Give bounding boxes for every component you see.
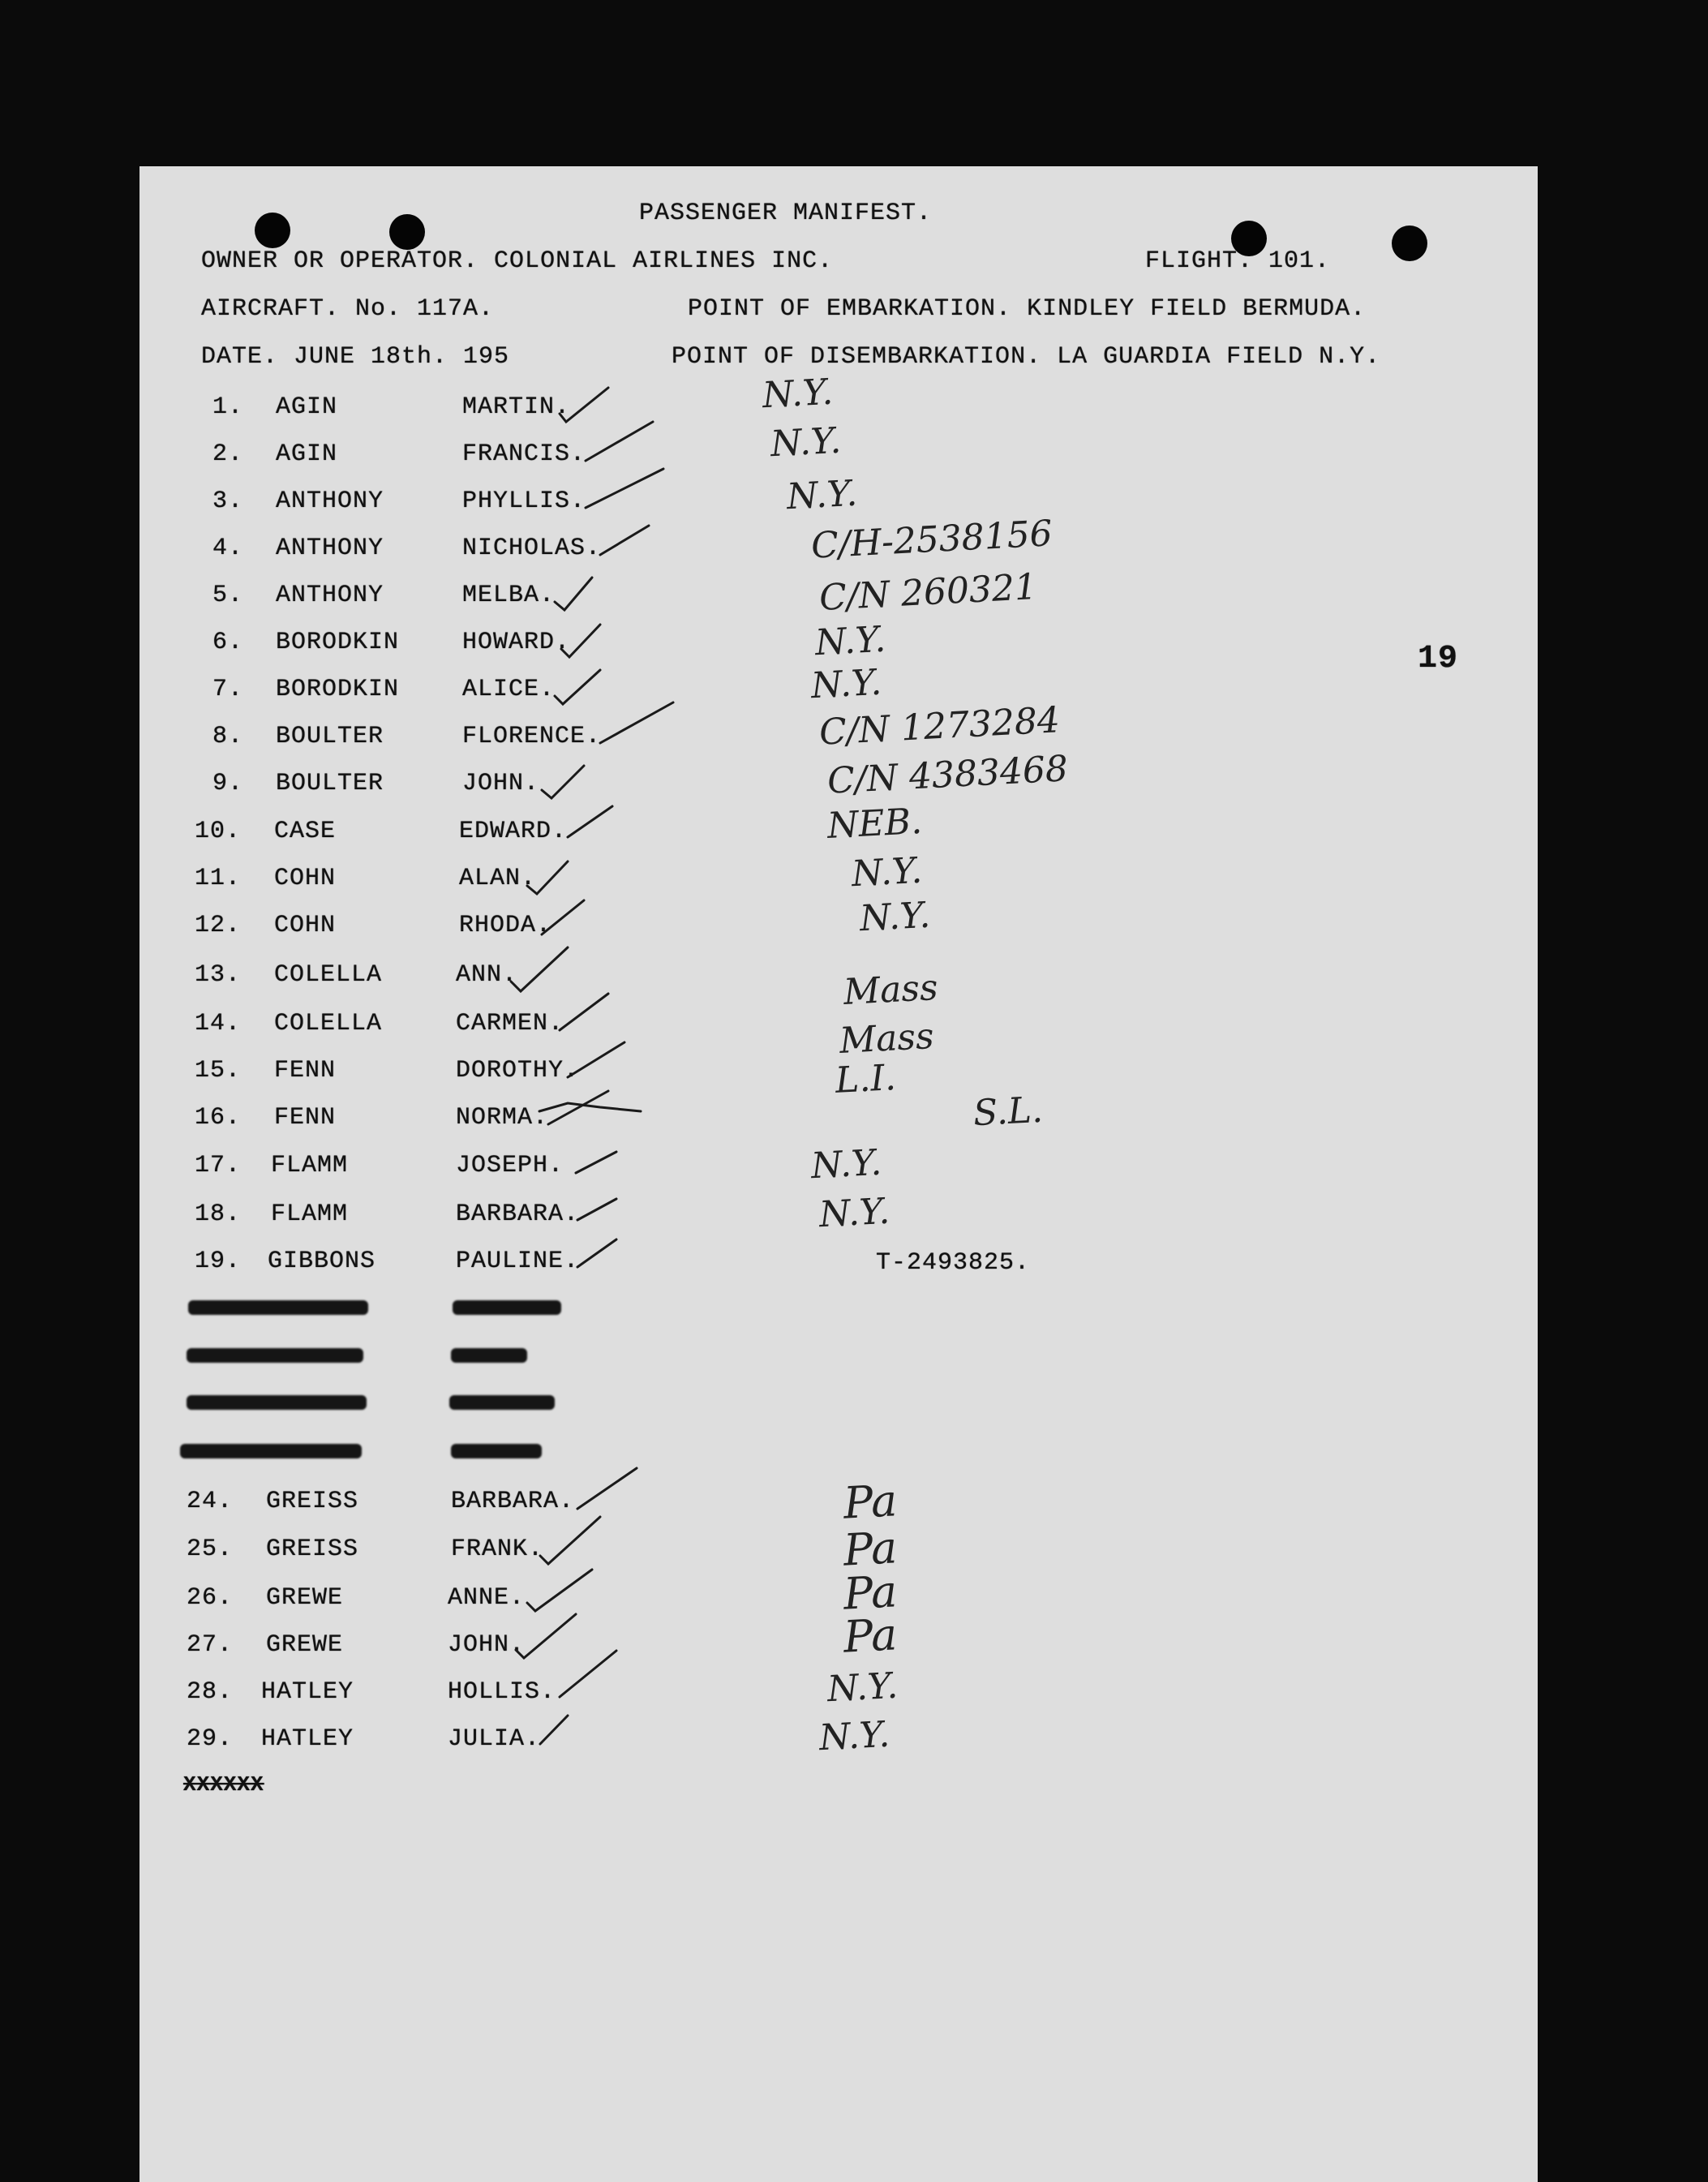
point-of-embarkation: POINT OF EMBARKATION. KINDLEY FIELD BERMUDA.: [688, 295, 1367, 323]
handwritten-note: L.I.: [834, 1057, 897, 1102]
handwritten-note: N.Y.: [858, 894, 932, 940]
struck-out-mark: XXXXXX: [183, 1772, 264, 1797]
handwritten-note: N.Y.: [769, 419, 843, 466]
given-name: EDWARD.: [459, 818, 568, 845]
handwritten-note: Mass: [842, 966, 939, 1014]
surname: BORODKIN: [276, 629, 400, 656]
given-name: JOHN.: [448, 1631, 526, 1659]
surname: BOULTER: [276, 770, 384, 797]
row-number: 28.: [187, 1678, 234, 1706]
surname: FLAMM: [271, 1201, 349, 1228]
owner-operator: OWNER OR OPERATOR. COLONIAL AIRLINES INC.: [201, 247, 834, 275]
row-number: 7.: [212, 676, 244, 703]
handwritten-note: N.Y.: [761, 371, 835, 417]
row-number: 10.: [195, 818, 242, 845]
given-name: NORMA.: [456, 1104, 549, 1132]
handwritten-note: Pa: [842, 1475, 899, 1529]
surname: COHN: [274, 865, 337, 892]
given-name: DOROTHY.: [456, 1057, 580, 1085]
handwritten-note: NEB.: [826, 800, 924, 848]
given-name: ALICE.: [462, 676, 556, 703]
surname: BORODKIN: [276, 676, 400, 703]
given-name: JOSEPH.: [456, 1152, 564, 1179]
row-number: 1.: [212, 393, 244, 421]
row-number: 14.: [195, 1010, 242, 1037]
row-number: 19.: [195, 1248, 242, 1275]
given-name: FRANK.: [451, 1536, 544, 1563]
row-number: 18.: [195, 1201, 242, 1228]
given-name: FLORENCE.: [462, 723, 602, 750]
row-number: 27.: [187, 1631, 234, 1659]
handwritten-note: S.L.: [972, 1089, 1045, 1135]
row-number: 16.: [195, 1104, 242, 1132]
row-number: 5.: [212, 582, 244, 609]
row-number: 2.: [212, 440, 244, 468]
row-number: 9.: [212, 770, 244, 797]
given-name: PAULINE.: [456, 1248, 580, 1275]
surname: GREISS: [266, 1536, 359, 1563]
typed-note: T-2493825.: [876, 1249, 1031, 1277]
surname: GIBBONS: [268, 1248, 376, 1275]
given-name: HOWARD.: [462, 629, 571, 656]
row-number: 15.: [195, 1057, 242, 1085]
row-number: 26.: [187, 1584, 234, 1612]
surname: GREISS: [266, 1488, 359, 1515]
surname: COLELLA: [274, 1010, 383, 1037]
surname: GREWE: [266, 1631, 344, 1659]
row-number: 17.: [195, 1152, 242, 1179]
row-number: 13.: [195, 961, 242, 989]
surname: HATLEY: [261, 1725, 354, 1753]
surname: FENN: [274, 1104, 337, 1132]
surname: AGIN: [276, 440, 338, 468]
row-number: 6.: [212, 629, 244, 656]
given-name: ANNE.: [448, 1584, 526, 1612]
surname: FLAMM: [271, 1152, 349, 1179]
handwritten-note: N.Y.: [813, 618, 887, 664]
given-name: BARBARA.: [456, 1201, 580, 1228]
row-number: 8.: [212, 723, 244, 750]
handwritten-note: C/N 4383468: [826, 748, 1070, 802]
handwritten-note: N.Y.: [826, 1664, 899, 1711]
row-number: 4.: [212, 535, 244, 562]
given-name: FRANCIS.: [462, 440, 586, 468]
surname: HATLEY: [261, 1678, 354, 1706]
given-name: NICHOLAS.: [462, 535, 602, 562]
handwritten-note: Mass: [838, 1015, 935, 1063]
surname: ANTHONY: [276, 535, 384, 562]
row-number: 29.: [187, 1725, 234, 1753]
surname: CASE: [274, 818, 337, 845]
given-name: PHYLLIS.: [462, 488, 586, 515]
handwritten-note: N.Y.: [818, 1190, 891, 1236]
given-name: ALAN.: [459, 865, 537, 892]
row-number: 25.: [187, 1536, 234, 1563]
row-number: 3.: [212, 488, 244, 515]
surname: COHN: [274, 912, 337, 939]
handwritten-note: N.Y.: [850, 849, 924, 896]
row-number: 12.: [195, 912, 242, 939]
surname: AGIN: [276, 393, 338, 421]
handwritten-note: N.Y.: [809, 661, 883, 707]
flight-number: FLIGHT. 101.: [1145, 247, 1331, 275]
surname: ANTHONY: [276, 582, 384, 609]
given-name: CARMEN.: [456, 1010, 564, 1037]
handwritten-note: Pa: [842, 1522, 899, 1576]
handwritten-note: N.Y.: [809, 1141, 883, 1188]
given-name: MARTIN.: [462, 393, 571, 421]
given-name: JULIA.: [448, 1725, 541, 1753]
handwritten-note: Pa: [842, 1566, 899, 1620]
surname: ANTHONY: [276, 488, 384, 515]
row-number: 24.: [187, 1488, 234, 1515]
given-name: MELBA.: [462, 582, 556, 609]
surname: FENN: [274, 1057, 337, 1085]
surname: BOULTER: [276, 723, 384, 750]
row-number: 11.: [195, 865, 242, 892]
page-number: 19: [1418, 641, 1459, 677]
aircraft-number: AIRCRAFT. No. 117A.: [201, 295, 495, 323]
surname: COLELLA: [274, 961, 383, 989]
given-name: BARBARA.: [451, 1488, 575, 1515]
manifest-date: DATE. JUNE 18th. 195: [201, 343, 510, 371]
handwritten-note: C/H-2538156: [809, 513, 1054, 567]
surname: GREWE: [266, 1584, 344, 1612]
handwritten-note: N.Y.: [785, 472, 859, 518]
handwritten-note: C/N 1273284: [818, 699, 1062, 754]
document-title: PASSENGER MANIFEST.: [639, 200, 933, 227]
handwritten-note: N.Y.: [818, 1713, 891, 1759]
given-name: JOHN.: [462, 770, 540, 797]
handwritten-note: C/N 260321: [818, 565, 1039, 620]
given-name: ANN.: [456, 961, 518, 989]
given-name: RHODA.: [459, 912, 552, 939]
handwritten-note: Pa: [842, 1609, 899, 1663]
point-of-disembarkation: POINT OF DISEMBARKATION. LA GUARDIA FIELD N.Y.: [672, 343, 1381, 371]
given-name: HOLLIS.: [448, 1678, 556, 1706]
